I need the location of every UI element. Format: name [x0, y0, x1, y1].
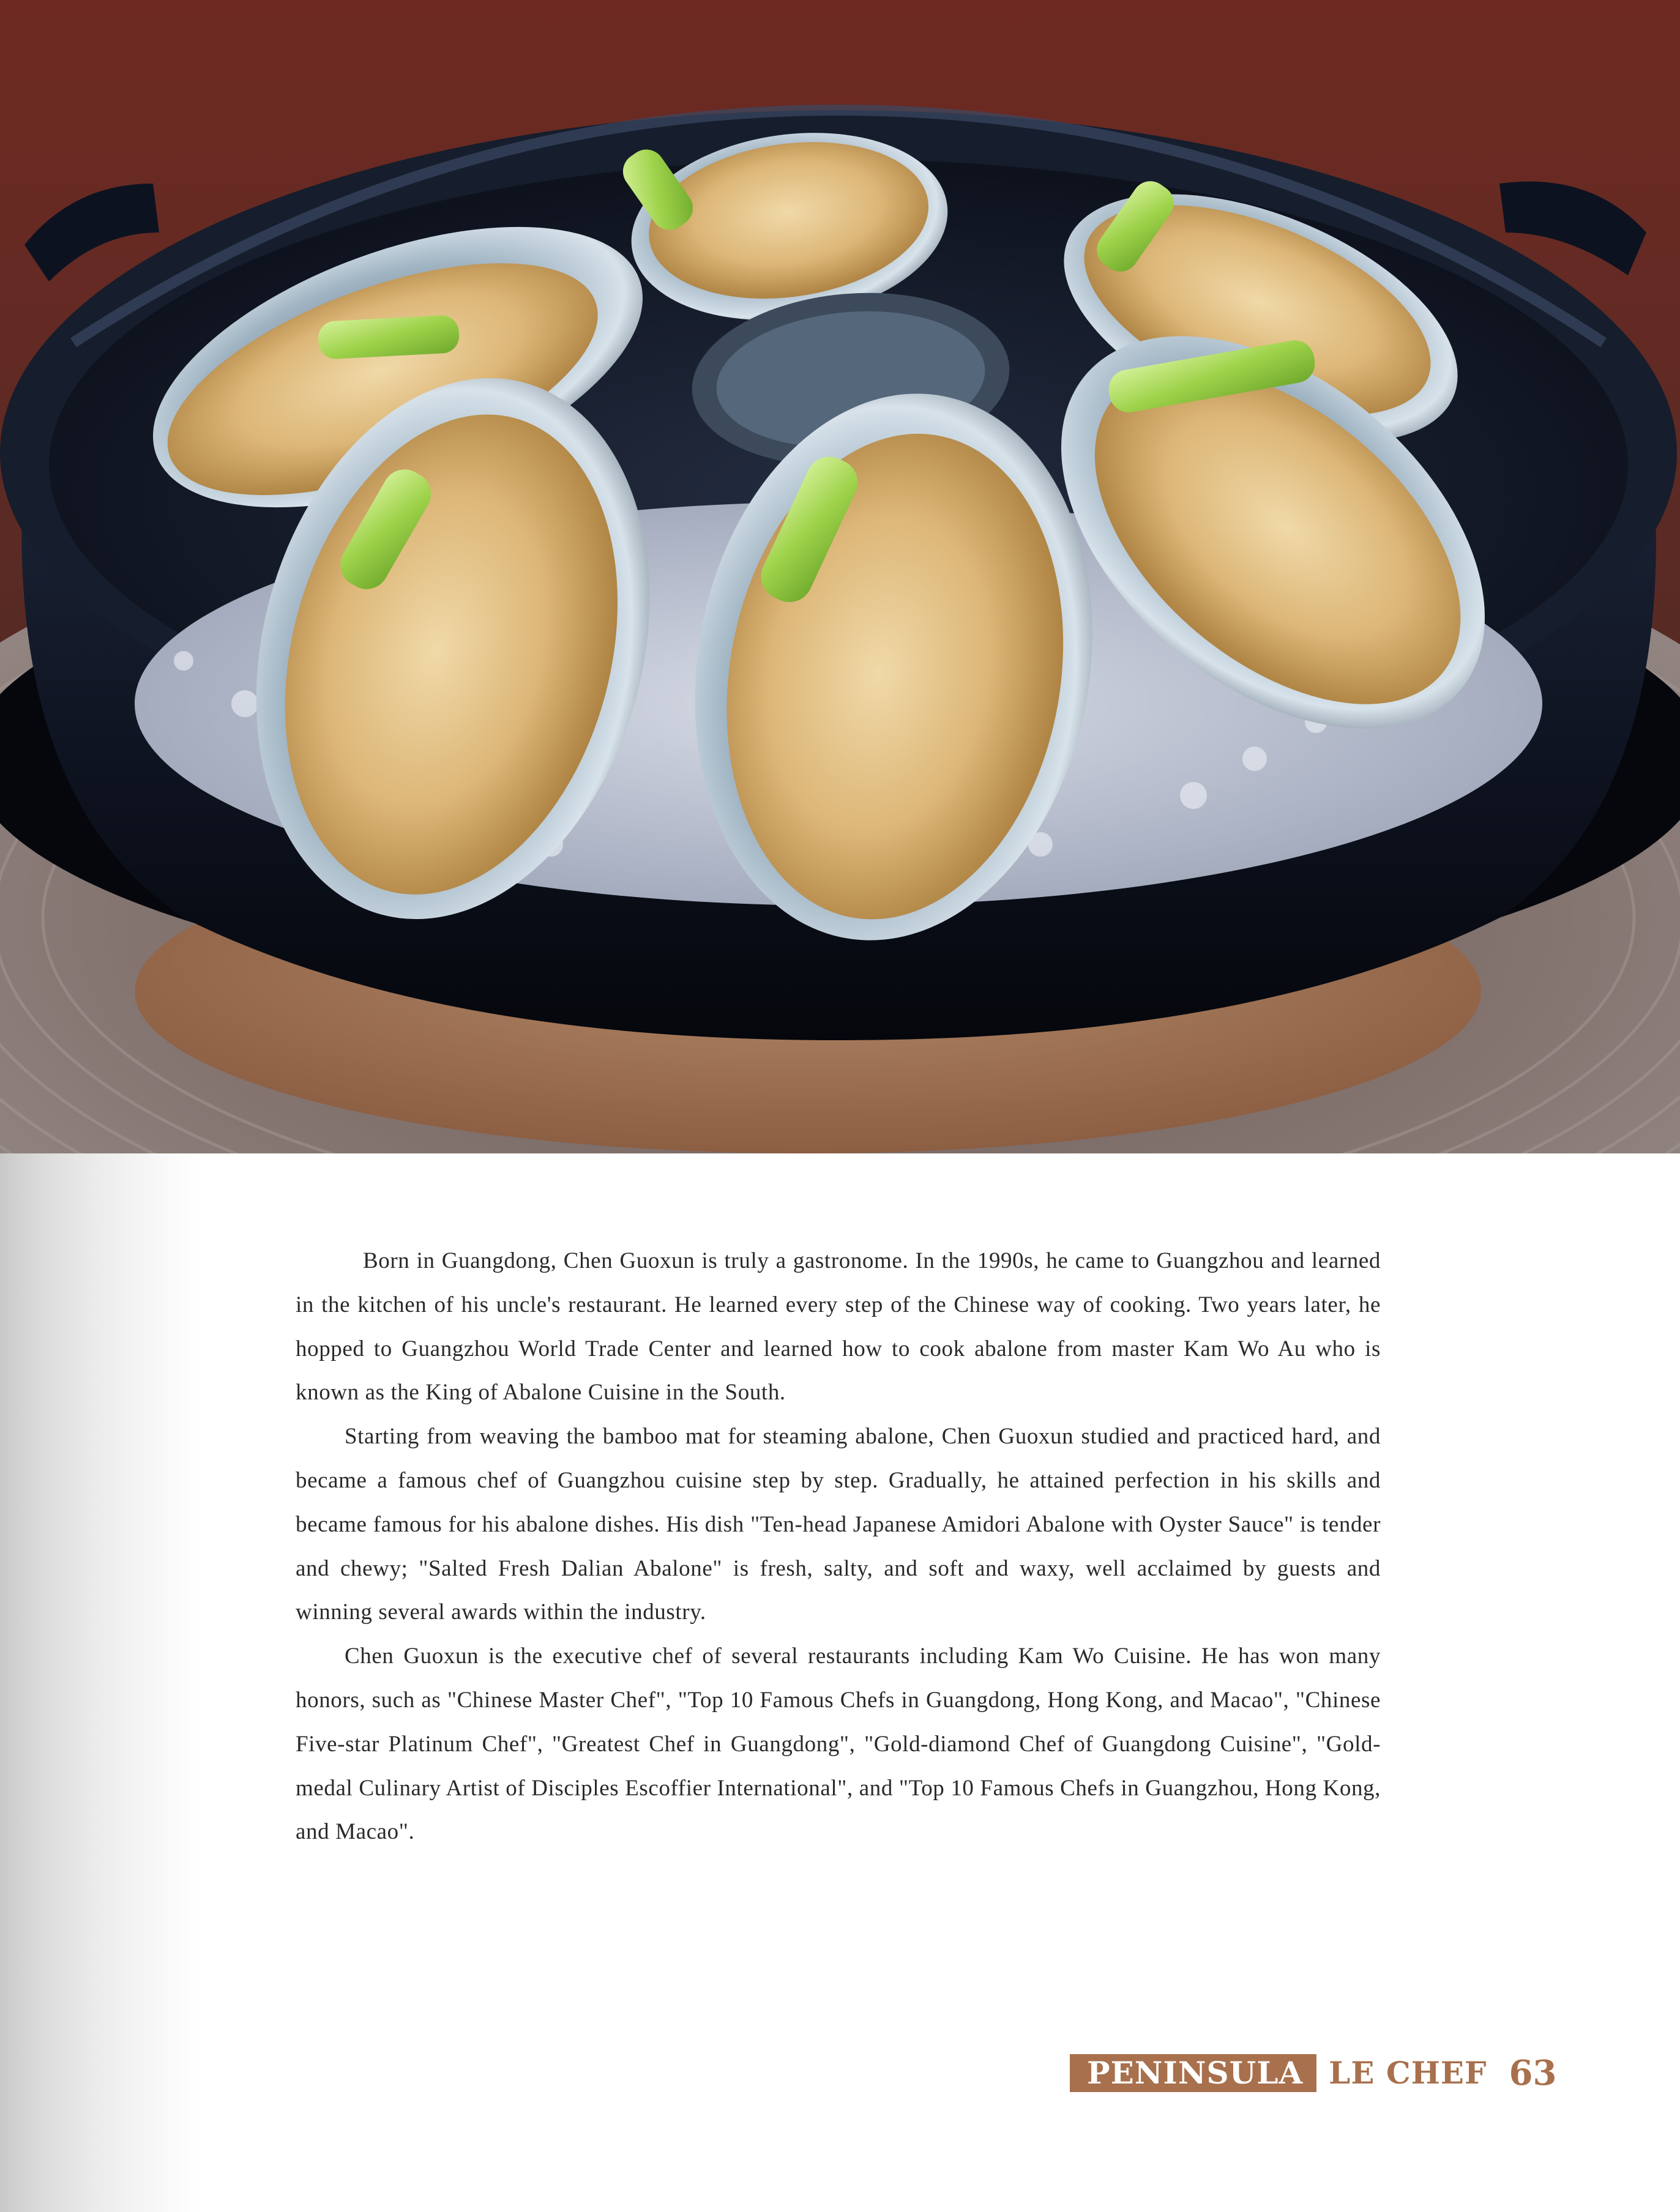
- article-paragraph-1: Born in Guangdong, Chen Guoxun is truly a gastronome. In the 1990s, he came to Guangzhou and learned in the kitchen of his uncle's restaurant. He learned every step of the Chinese way of cooking. Two years later, he hopped to Guangzhou World Trade Center and learned how to cook abalone from master Kam Wo Au who is known as the King of Abalone Cuisine in the South.: [296, 1248, 1381, 1406]
- footer-masthead: [1070, 2054, 1556, 2092]
- brand-label: PENINSULA: [1070, 2054, 1316, 2092]
- page-number: 63: [1509, 2053, 1557, 2093]
- magazine-title: LE CHEF: [1329, 2055, 1487, 2091]
- article-paragraph-3: Chen Guoxun is the executive chef of several restaurants including Kam Wo Cuisine. He has won many honors, such as "Chinese Master Chef", "Top 10 Famous Chefs in Guangdong, Hong Kong, and Macao", "Chinese Five-star Platinum Chef", "Greatest Chef in Guangdong", "Gold-diamond Chef of Guangdong Cuisine", "Gold-medal Culinary Artist of Disciples Escoffier International", and "Top 10 Famous Chefs in Guangzhou, Hong Kong, and Macao".: [296, 1644, 1381, 1845]
- article-body: [296, 1239, 1381, 1854]
- article-paragraph-2: Starting from weaving the bamboo mat for steaming abalone, Chen Guoxun studied and practiced hard, and became a famous chef of Guangzhou cuisine step by step. Gradually, he attained perfection in his skills and became famous for his abalone dishes. His dish "Ten-head Japanese Amidori Abalone with Oyster Sauce" is tender and chewy; "Salted Fresh Dalian Abalone" is fresh, salty, and soft and waxy, well acclaimed by guests and winning several awards within the industry.: [296, 1424, 1381, 1625]
